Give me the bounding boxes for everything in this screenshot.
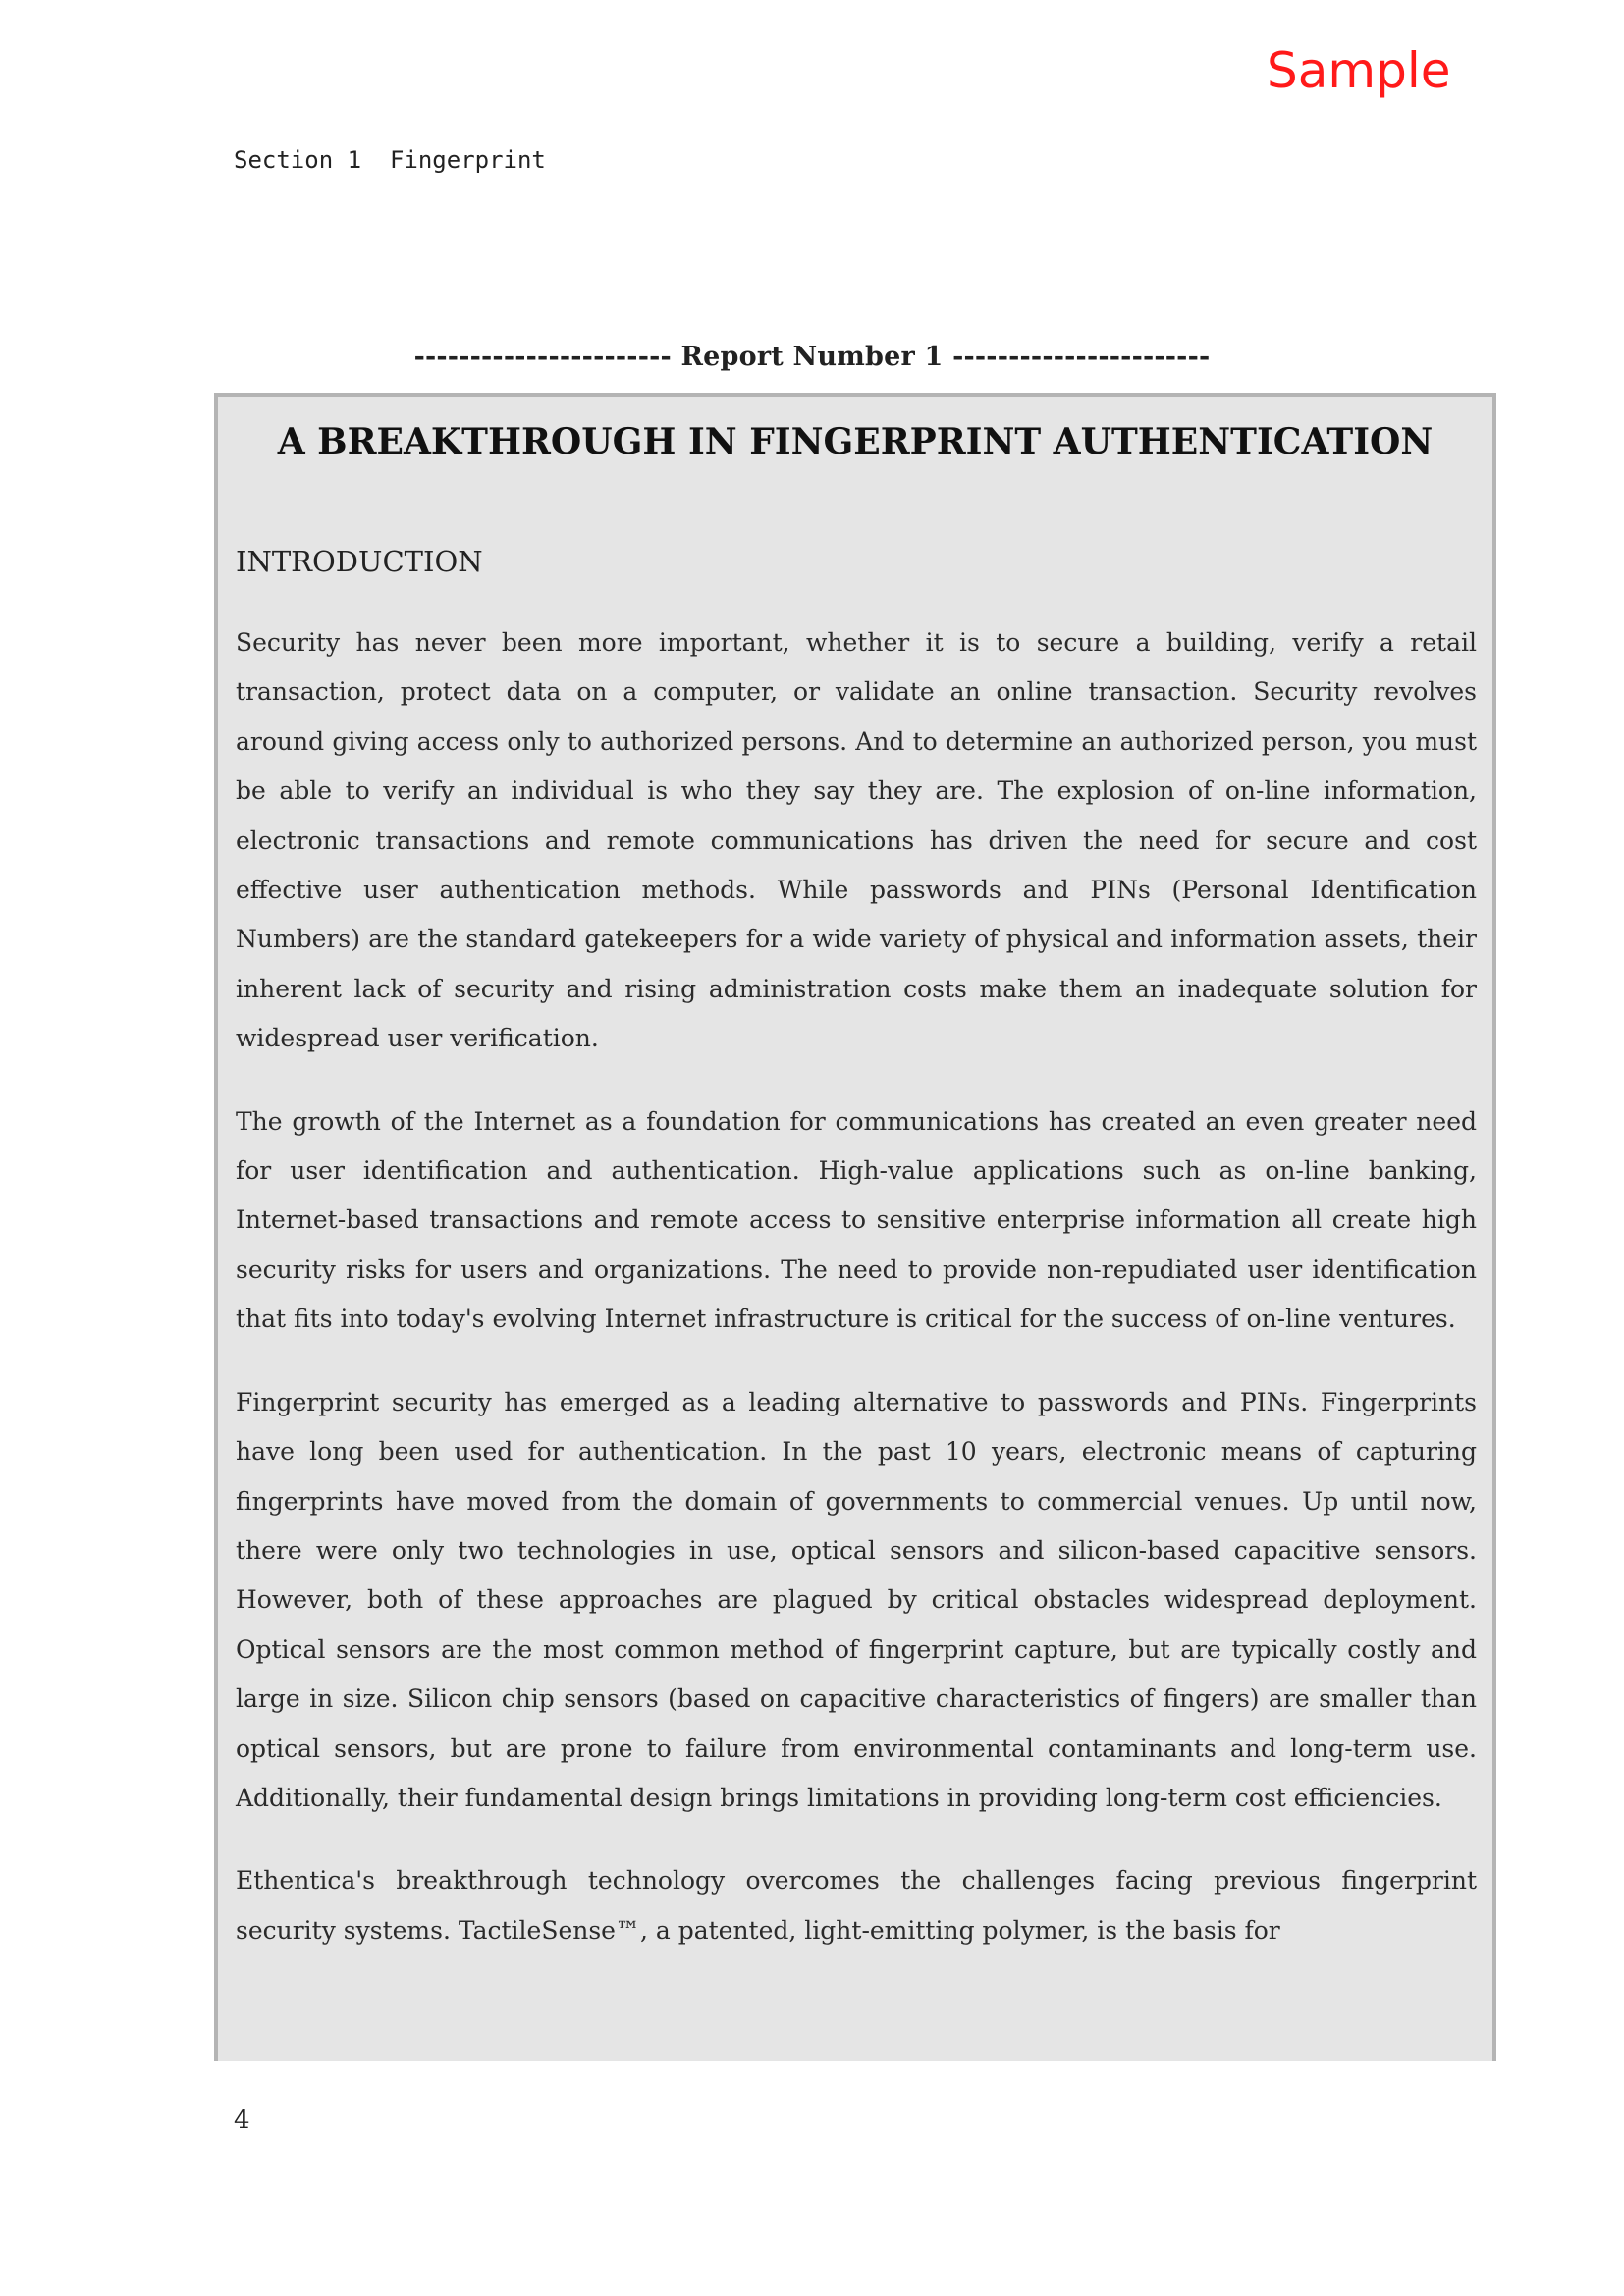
page-number: 4 <box>234 2106 250 2135</box>
report-number-line: ----------------------- Report Number 1 ----------------------- <box>413 342 1211 372</box>
body-paragraph: The growth of the Internet as a foundation for communications has created an even greater need for user identification and authentication. High-value applications such as on-line banking, Internet-based transactions and remote access to sensitive enterprise information all create high security risks for users and organizations. The need to provide non-repudiated user identification that fits into today's evolving Internet infrastructure is critical for the success of on-line ventures. <box>236 1106 1477 1334</box>
sample-watermark: Sample <box>1267 42 1451 99</box>
report-body <box>236 618 1477 1989</box>
running-head: Section 1 Fingerprint <box>234 146 546 174</box>
body-paragraph: Security has never been more important, whether it is to secure a building, verify a retail transaction, protect data on a computer, or validate an online transaction. Security revolves around giving access only to authorized persons. And to determine an authorized person, you must be able to verify an individual is who they say they are. The explosion of on-line information, electronic transactions and remote communications has driven the need for secure and cost effective user authentication methods. While passwords and PINs (Personal Identification Numbers) are the standard gatekeepers for a wide variety of physical and information assets, their inherent lack of security and rising administration costs make them an inadequate solution for widespread user verification. <box>236 628 1477 1053</box>
report-title: A BREAKTHROUGH IN FINGERPRINT AUTHENTICATION <box>277 421 1434 462</box>
body-paragraph: Fingerprint security has emerged as a leading alternative to passwords and PINs. Fingerprints have long been used for authentication. In the past 10 years, electronic means of capturing fingerprints have moved from the domain of governments to commercial venues. Up until now, there were only two technologies in use, optical sensors and silicon-based capacitive sensors. However, both of these approaches are plagued by critical obstacles widespread deployment. Optical sensors are the most common method of fingerprint capture, but are typically costly and large in size. Silicon chip sensors (based on capacitive characteristics of fingers) are smaller than optical sensors, but are prone to failure from environmental contaminants and long-term use. Additionally, their fundamental design brings limitations in providing long-term cost efficiencies. <box>236 1387 1477 1812</box>
body-paragraph: Ethentica's breakthrough technology overcomes the challenges facing previous fingerprint security systems. TactileSense™, a patented, light-emitting polymer, is the basis for <box>236 1866 1477 1945</box>
report-box <box>214 393 1496 2061</box>
section-heading-introduction: INTRODUCTION <box>236 545 483 578</box>
